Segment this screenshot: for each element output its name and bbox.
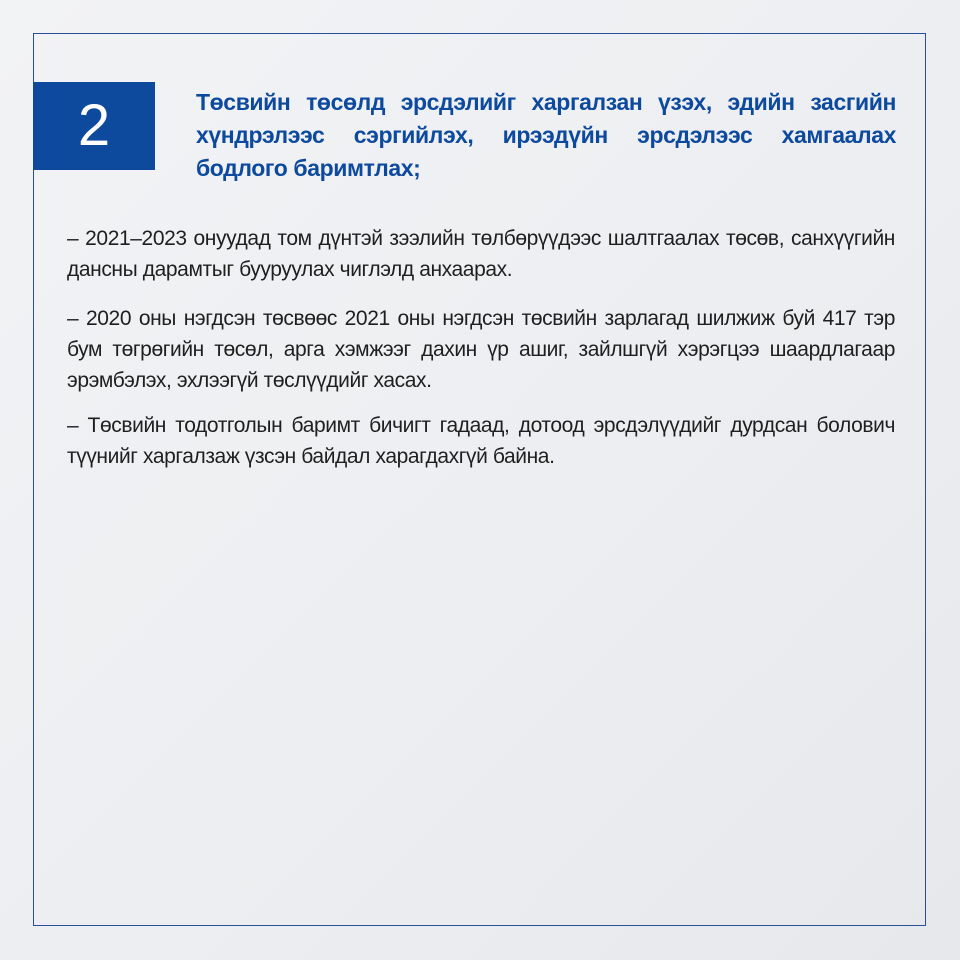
section-number-badge [33,82,155,170]
list-item: – Төсвийн тодотголын баримт бичигт гадаад, дотоод эрсдэлүүдийг дурдсан болович түүнийг харгалзаж үзсэн байдал харагдахгүй байна. [67,414,895,468]
list-item: – 2021–2023 онуудад том дүнтэй зээлийн төлбөрүүдээс шалтгаалах төсөв, санхүүгийн дансны дарамтыг бууруулах чиглэлд анхаарах. [67,227,895,281]
list-item: – 2020 оны нэгдсэн төсвөөс 2021 оны нэгдсэн төсвийн зарлагад шилжиж буй 417 тэр бум төгрөгийн төсөл, арга хэмжээг дахин үр ашиг, зайлшгүй хэрэгцээ шаардлагаар эрэмбэлэх, эхлээгүй төслүүдийг хасах. [67,307,895,392]
section-heading: Төсвийн төсөлд эрсдэлийг харгалзан үзэх, эдийн засгийн хүндрэлээс сэргийлэх, ирээдүйн эрсдэлээс хамгаалах бодлого баримтлах; [196,89,896,181]
bullet-list [67,223,895,490]
section-number: 2 [77,93,111,158]
